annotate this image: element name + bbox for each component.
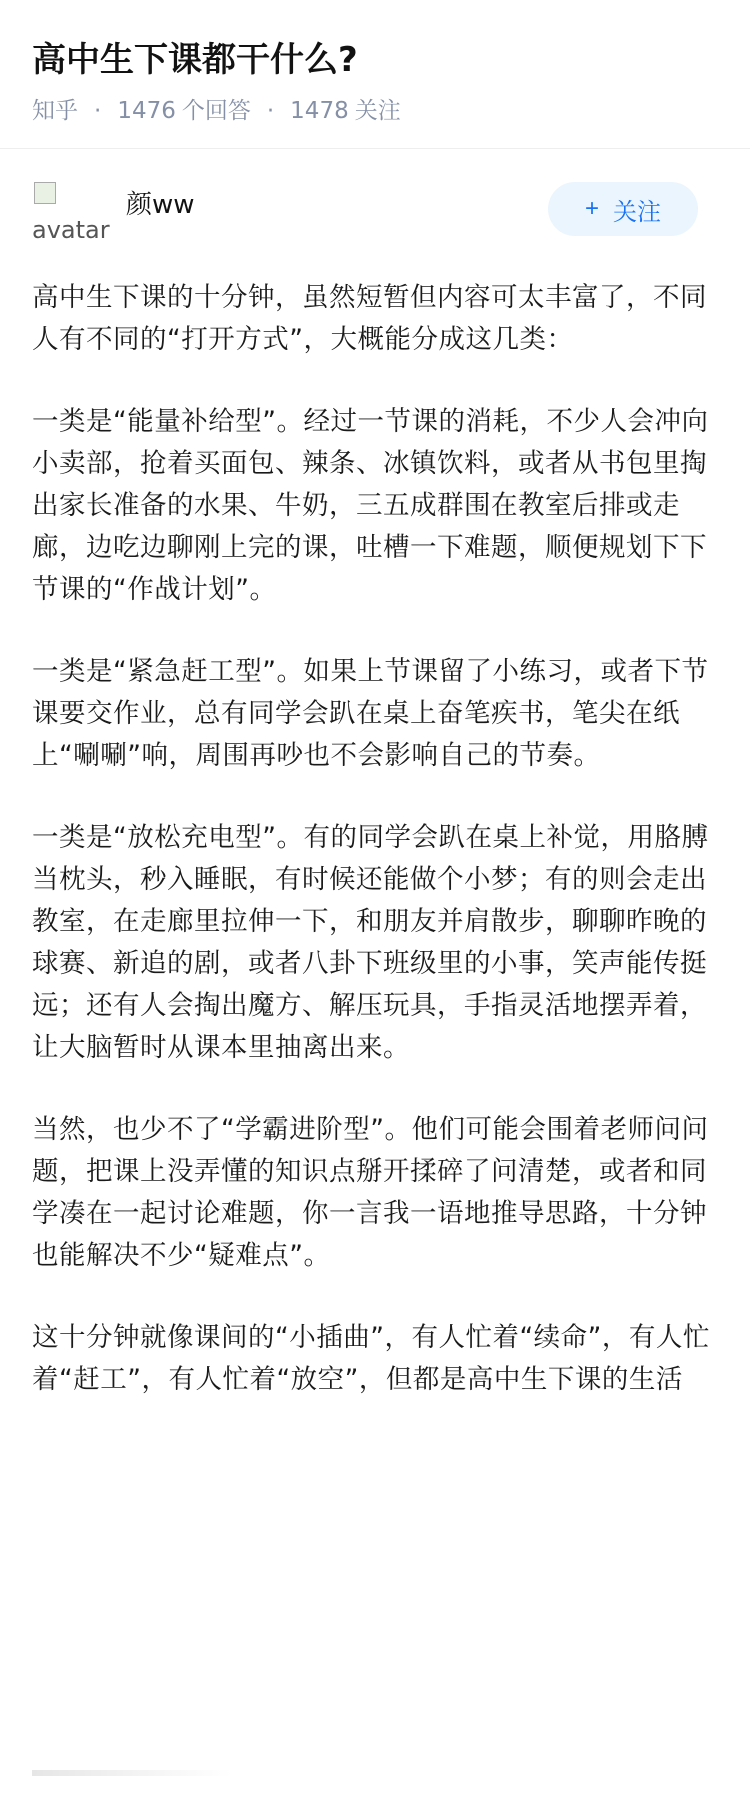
answer-paragraph: 当然，也少不了“学霸进阶型”。他们可能会围着老师问问题，把课上没弄懂的知识点掰开揉碎了问清楚，或者和同学凑在一起讨论难题，你一言我一语地推导思路，十分钟也能解决不少“疑难点”。 — [32, 1114, 709, 1271]
author-name[interactable]: 颜ww — [126, 189, 195, 220]
avatar-alt-text: avatar — [32, 216, 110, 244]
meta-separator: · — [266, 98, 275, 124]
followers-count: 1478 — [290, 98, 349, 124]
question-title[interactable]: 高中生下课都干什么? — [32, 40, 358, 80]
answer-paragraph: 这十分钟就像课间的“小插曲”，有人忙着“续命”，有人忙着“赶工”，有人忙着“放空”，但都是高中生下课的生活 — [32, 1322, 710, 1395]
follow-button-label: 关注 — [613, 198, 661, 226]
meta-separator: · — [94, 98, 102, 124]
answer-paragraph: 一类是“能量补给型”。经过一节课的消耗，不少人会冲向小卖部，抢着买面包、辣条、冰镇饮料，或者从书包里掏出家长准备的水果、牛奶，三五成群围在教室后排或走廊，边吃边聊刚上完的课，吐槽一下难题，顺便规划下下节课的“作战计划”。 — [32, 406, 709, 605]
author-row — [0, 149, 750, 265]
answer-content — [0, 265, 750, 1401]
question-header — [0, 0, 750, 149]
source-label[interactable]: 知乎 — [32, 98, 78, 124]
question-meta — [32, 94, 718, 128]
answer-paragraph: 高中生下课的十分钟，虽然短暂但内容可太丰富了，不同人有不同的“打开方式”，大概能分成这几类： — [32, 282, 707, 355]
answer-paragraph: 一类是“放松充电型”。有的同学会趴在桌上补觉，用胳膊当枕头，秒入睡眠，有时候还能做个小梦；有的则会走出教室，在走廊里拉伸一下，和朋友并肩散步，聊聊昨晚的球赛、新追的剧，或者八卦下班级里的小事，笑声能传挺远；还有人会掏出魔方、解压玩具，手指灵活地摆弄着，让大脑暂时从课本里抽离出来。 — [32, 822, 709, 1063]
plus-icon: + — [584, 195, 599, 222]
answer-paragraph: 一类是“紧急赶工型”。如果上节课留了小练习，或者下节课要交作业，总有同学会趴在桌上奋笔疾书，笔尖在纸上“唰唰”响，周围再吵也不会影响自己的节奏。 — [32, 656, 709, 771]
answers-count: 1476 — [117, 98, 176, 124]
followers-label[interactable]: 关注 — [354, 98, 401, 124]
broken-image-icon — [34, 182, 56, 204]
content-fade-divider — [32, 1770, 232, 1776]
follow-button[interactable] — [548, 182, 698, 236]
answers-label[interactable]: 个回答 — [181, 98, 251, 124]
avatar[interactable] — [32, 180, 110, 248]
